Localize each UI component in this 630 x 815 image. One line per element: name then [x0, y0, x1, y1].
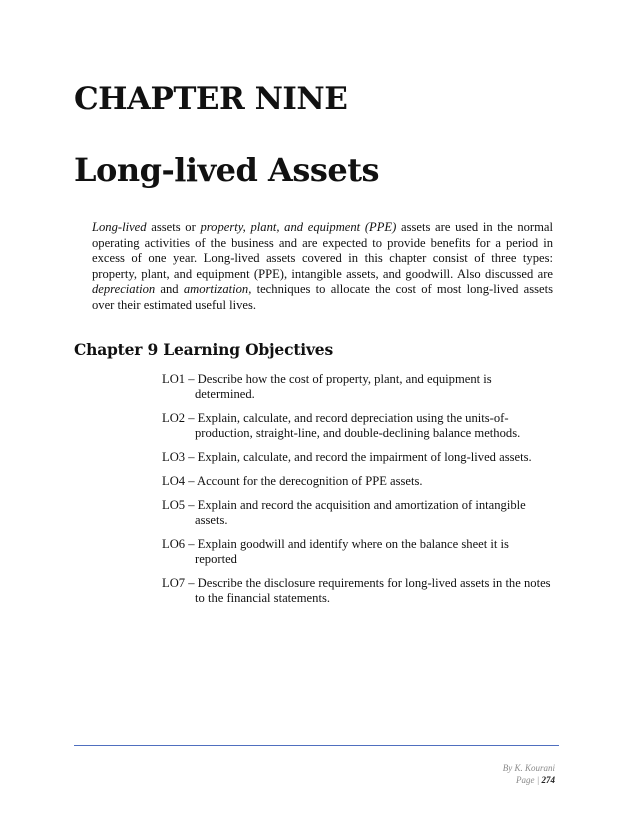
learning-objective-item: LO1 – Describe how the cost of property, plant, and equipment is determined.	[162, 372, 492, 401]
learning-objectives-list	[162, 372, 552, 615]
footer-author: By K. Kourani	[502, 763, 555, 773]
learning-objective-item: LO6 – Explain goodwill and identify where on the balance sheet it is reported	[162, 537, 509, 566]
footer-divider	[74, 745, 559, 746]
intro-text-2: assets are used in the normal operating activities of the business and are expected to provide benefits for a period in excess of one year. Long-lived assets covered in this chapter consist of three types: property, plant, and equipment (PPE), intangible assets, and goodwill. Also discussed are	[92, 220, 553, 281]
intro-term-depreciation: depreciation	[92, 282, 156, 296]
learning-objectives-heading: Chapter 9 Learning Objectives	[74, 340, 333, 359]
chapter-number-heading: CHAPTER NINE	[74, 81, 348, 117]
intro-term-amortization: amortization	[183, 282, 249, 296]
intro-text-1: assets or	[146, 220, 201, 234]
intro-text-3: and	[155, 282, 184, 296]
learning-objective-item: LO5 – Explain and record the acquisition and amortization of intangible assets.	[162, 498, 526, 527]
intro-text-4: , techniques to allocate the cost of most long-lived assets over their estimated useful lives.	[92, 282, 553, 312]
learning-objective-item: LO3 – Explain, calculate, and record the impairment of long-lived assets.	[162, 450, 532, 464]
footer-page-number: 274	[541, 775, 555, 785]
page-footer	[503, 762, 555, 786]
intro-term-ppe: property, plant, and equipment (PPE)	[200, 220, 397, 234]
footer-separator: |	[534, 775, 542, 785]
footer-page-line	[503, 774, 555, 786]
footer-page-label: Page	[516, 775, 535, 785]
learning-objective-item: LO7 – Describe the disclosure requirements for long-lived assets in the notes to the financial statements.	[162, 576, 551, 605]
chapter-title: Long-lived Assets	[74, 151, 380, 189]
learning-objective-item: LO4 – Account for the derecognition of PPE assets.	[162, 474, 423, 488]
intro-term-long-lived: Long-lived	[92, 220, 147, 234]
learning-objective-item: LO2 – Explain, calculate, and record depreciation using the units-of-production, straight-line, and double-declining balance methods.	[162, 411, 521, 440]
intro-paragraph	[92, 220, 553, 313]
